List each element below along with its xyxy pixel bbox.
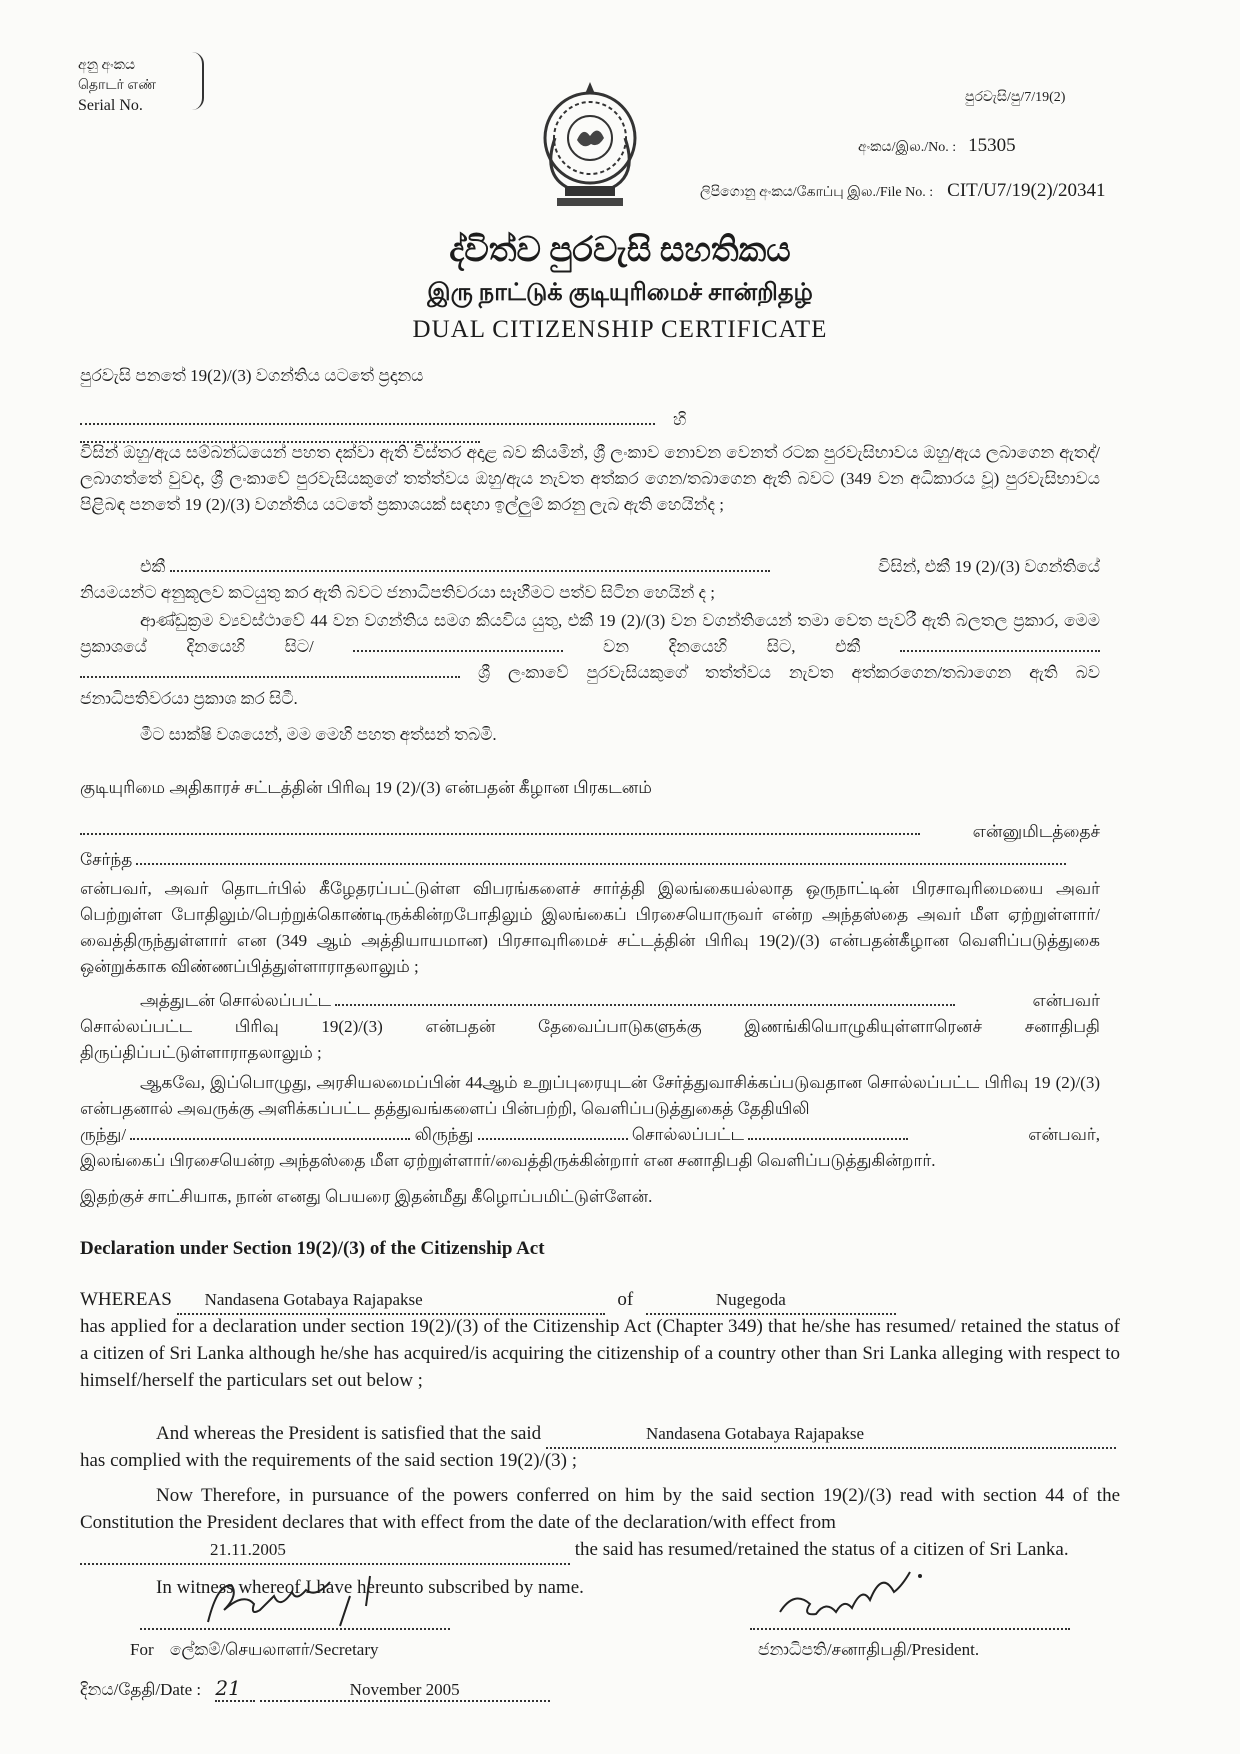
english-p2-a: And whereas the President is satisfied that the said	[156, 1423, 542, 1444]
english-heading: Declaration under Section 19(2)/(3) of the Citizenship Act	[80, 1238, 545, 1259]
tamil-p3-b4: என்பவர்,	[1028, 1125, 1100, 1144]
tamil-line-2	[80, 850, 1100, 876]
file-number-label: ලිපිගොනු අංකය/கோப்பு இல./File No. :	[700, 185, 934, 200]
date-day: 21	[215, 1676, 255, 1702]
tamil-p3-a: ஆகவே, இப்பொழுது, அரசியலமைப்பின் 44ஆம் உறுப்புரையுடன் சேர்த்துவாசிக்கப்படுவதான சொல்லப்பட்ட பிரிவு 19 (2)/(3) என்பதனால் அவருக்கு அளிக்கப்பட்ட தத்துவங்களைப் பின்பற்றி, வெளிப்படுத்துகைத் தேதியிலி	[80, 1073, 1100, 1118]
english-p3-b: the said has resumed/retained the status of a citizen of Sri Lanka.	[574, 1539, 1069, 1560]
form-reference: පුරවැසි/පු/7/19(2)	[965, 90, 1066, 105]
sinhala-blank-name	[80, 423, 655, 425]
file-number-value: CIT/U7/19(2)/20341	[947, 180, 1106, 201]
tamil-paragraph-3	[80, 1070, 1100, 1174]
certificate-number-value: 15305	[968, 135, 1016, 156]
tamil-p3-b1: ருந்து/	[80, 1125, 127, 1144]
title-tamil: இரு நாட்டுக் குடியுரிமைச் சான்றிதழ்	[427, 280, 813, 306]
tamil-paragraph-1: என்பவர், அவர் தொடர்பில் கீழேதரப்பட்டுள்ள விபரங்களைச் சார்த்தி இலங்கையல்லாத ஒருநாட்டின் பிரசாவுரிமையை அவர் பெற்றுள்ள போதிலும்/பெற்றுக்கொண்டிருக்கின்றபோதிலும் இலங்கைப் பிரசையொருவர் என்ற அந்தஸ்தை அவர் மீள ஏற்றுள்ளார்/வைத்திருந்துள்ளார் என (349 ஆம் அத்தியாயமான) பிரசாவுரிமைச் சட்டத்தின் பிரிவு 19(2)/(3) என்பதன்கீழான வெளிப்படுத்துகை ஒன்றுக்காக விண்ணப்பித்துள்ளாராதலாலும் ;	[80, 879, 1100, 976]
effective-date: 21.11.2005	[80, 1536, 570, 1565]
file-number-row	[700, 180, 1105, 202]
english-p1-rest: has applied for a declaration under section 19(2)/(3) of the Citizenship Act (Chapter 349) that he/she has resumed/ retained the status of a citizen of Sri Lanka although he/she has acquired/is acquiring the citizenship of a country other than Sri Lanka alleging with respect to himself/herself the particulars set out below ;	[80, 1316, 1120, 1391]
certificate-number-label: අංකය/இல./No. :	[858, 140, 957, 155]
emblem-seal	[535, 78, 645, 228]
serial-label-ta: தொடர் எண்	[78, 78, 157, 93]
whereas-label: WHEREAS	[80, 1289, 172, 1310]
tamil-heading: குடியுரிமை அதிகாரச் சட்டத்தின் பிரிவு 19 (2)/(3) என்பதன் கீழான பிரகடனம்	[80, 778, 652, 797]
english-paragraph-1	[80, 1286, 1120, 1394]
tamil-p3-blank-3	[748, 1138, 908, 1140]
sinhala-p3-c: ශ්‍රී ලංකාවේ පුරවැසියකුගේ තත්ත්වය නැවත අත්කරගෙන/තබාගෙන ඇති බව ජනාධිපතිවරයා ප්‍රකාශ කර සිටී.	[80, 663, 1101, 708]
english-paragraph-3	[80, 1482, 1120, 1563]
english-p2-b: has complied with the requirements of the said section 19(2)/(3) ;	[80, 1450, 578, 1471]
date-label: දිනය/தேதி/Date :	[80, 1680, 202, 1699]
of-label: of	[617, 1289, 634, 1310]
tamil-p3-blank-1	[130, 1138, 410, 1140]
secretary-signature	[200, 1566, 460, 1630]
sinhala-p2-eki: එකී	[140, 557, 166, 576]
tamil-p2-b: என்பவர்	[1032, 991, 1100, 1010]
tamil-p2-blank	[335, 1004, 955, 1006]
english-witness: In witness whereof I have hereunto subscribed by name.	[156, 1577, 584, 1598]
sinhala-hi: හි	[673, 410, 687, 429]
tamil-p2-c: சொல்லப்பட்ட பிரிவு 19(2)/(3) என்பதன் தேவைப்பாடுகளுக்கு இணங்கியொழுகியுள்ளாரெனச் சனாதிபதி திருப்திப்பட்டுள்ளாராதலாலும் ;	[80, 1017, 1100, 1062]
sinhala-p3-blank-date	[353, 650, 563, 652]
sinhala-p3-blank-3	[80, 676, 460, 678]
president-satisfied-name: Nandasena Gotabaya Rajapakse	[546, 1420, 1116, 1449]
president-title: ජනාධිපති/சனாதிபதி/President.	[758, 1640, 980, 1659]
sinhala-paragraph-3	[80, 608, 1100, 712]
date-row	[80, 1676, 550, 1702]
secretary-title: ලේකම්/செயலாளர்/Secretary	[169, 1640, 379, 1659]
sinhala-witness: මීට සාක්ෂි වශයෙන්, මම මෙහි පහත අත්සන් තබමි.	[140, 725, 497, 744]
tamil-ennumidathai: என்னுமிடத்தைச்	[972, 822, 1100, 841]
certificate-number-row	[858, 135, 1016, 157]
sinhala-p3-blank-2	[900, 650, 1100, 652]
english-paragraph-2	[80, 1420, 1120, 1474]
secretary-signature-line	[140, 1628, 450, 1630]
english-p3-a: Now Therefore, in pursuance of the powers conferred on him by the said section 19(2)/(3) read with section 44 of the Constitution the President declares that with effect from the date of the declaration/with effect from	[80, 1485, 1120, 1533]
tamil-paragraph-2	[80, 988, 1100, 1066]
sinhala-p2-by: විසින්, එකී 19 (2)/(3) වගන්තියේ	[878, 557, 1100, 576]
tamil-line-1	[80, 822, 1100, 848]
tamil-p3-c: இலங்கைப் பிரசையென்ற அந்தஸ்தை மீள ஏற்றுள்ளார்/வைத்திருக்கின்றார் என சனாதிபதி வெளிப்படுத்துகின்றார்.	[80, 1151, 936, 1170]
president-signature-line	[750, 1628, 1070, 1630]
sinhala-paragraph-1: විසින් ඔහු/ඇය සම්බන්ධයෙන් පහත දක්වා ඇති විස්තර අදාළ බව කියමින්, ශ්‍රී ලංකාව නොවන වෙනත් රටක පුරවැසිභාවය ඔහු/ඇය ලබාගෙන ඇතද්/ලබාගත්තේ වුවද, ශ්‍රී ලංකාවේ පුරවැසියකුගේ තත්ත්වය ඔහු/ඇය නැවත අත්කර ගෙන/තබාගෙන ඇති බවට (349 වන අධිකාරය වූ) පුරවැසිභාවය පිළිබඳ පනතේ 19 (2)/(3) වගන්තිය යටතේ ප්‍රකාශයක් සඳහා ඉල්ලුම් කරනු ලැබ ඇති හෙයින්ද ;	[80, 443, 1100, 514]
tamil-p3-b3: சொல்லப்பட்ட	[631, 1125, 744, 1144]
tamil-blank-place	[136, 863, 1066, 865]
title-sinhala: ද්විත්ව පුරවැසි සහතිකය	[449, 232, 791, 269]
sinhala-p2-rest: නියමයන්ට අනුකූලව කටයුතු කර ඇති බවට ජනාධිපතිවරයා සෑහීමට පත්ව සිටින හෙයින් ද ;	[80, 583, 716, 602]
secretary-label	[130, 1640, 379, 1662]
applicant-place: Nugegoda	[646, 1286, 896, 1315]
serial-label-si: අනු අංකය	[78, 58, 136, 73]
tamil-serntha: சேர்ந்த	[80, 850, 133, 869]
sinhala-heading: පුරවැසි පනතේ 19(2)/(3) වගන්තිය යටතේ ප්‍රදානය	[80, 366, 424, 385]
sinhala-p3-b: වන දිනයෙහි සිට, එකී	[603, 637, 861, 656]
sinhala-p3-a: ආණ්ඩුක්‍රම ව්‍යවස්ථාවේ 44 වන වගන්තිය සමග කියවිය යුතු, එකී 19 (2)/(3) වන වගන්තියෙන් තමා වෙත පැවරී ඇති බලතල ප්‍රකාර, මෙම ප්‍රකාශයේ දිනයෙහි සිට/	[80, 611, 1100, 656]
for-label: For	[130, 1640, 154, 1659]
tamil-blank-name	[80, 833, 920, 835]
tamil-p3-blank-2	[478, 1138, 628, 1140]
sinhala-p2-blank	[170, 570, 770, 572]
applicant-name: Nandasena Gotabaya Rajapakse	[177, 1286, 605, 1315]
tamil-p3-b2: லிருந்து	[414, 1125, 474, 1144]
sinhala-line-1	[80, 410, 1100, 436]
serial-bracket	[192, 52, 204, 110]
serial-label-en: Serial No.	[78, 97, 143, 114]
serial-number-block	[78, 56, 156, 116]
tamil-p2-a: அத்துடன் சொல்லப்பட்ட	[140, 991, 332, 1010]
president-signature	[770, 1562, 950, 1628]
title-english: DUAL CITIZENSHIP CERTIFICATE	[412, 316, 828, 343]
tamil-witness: இதற்குச் சாட்சியாக, நான் எனது பெயரை இதன்மீது கீழொப்பமிட்டுள்ளேன்.	[80, 1187, 653, 1206]
sinhala-paragraph-2	[80, 554, 1100, 606]
date-month-year: November 2005	[260, 1680, 550, 1702]
